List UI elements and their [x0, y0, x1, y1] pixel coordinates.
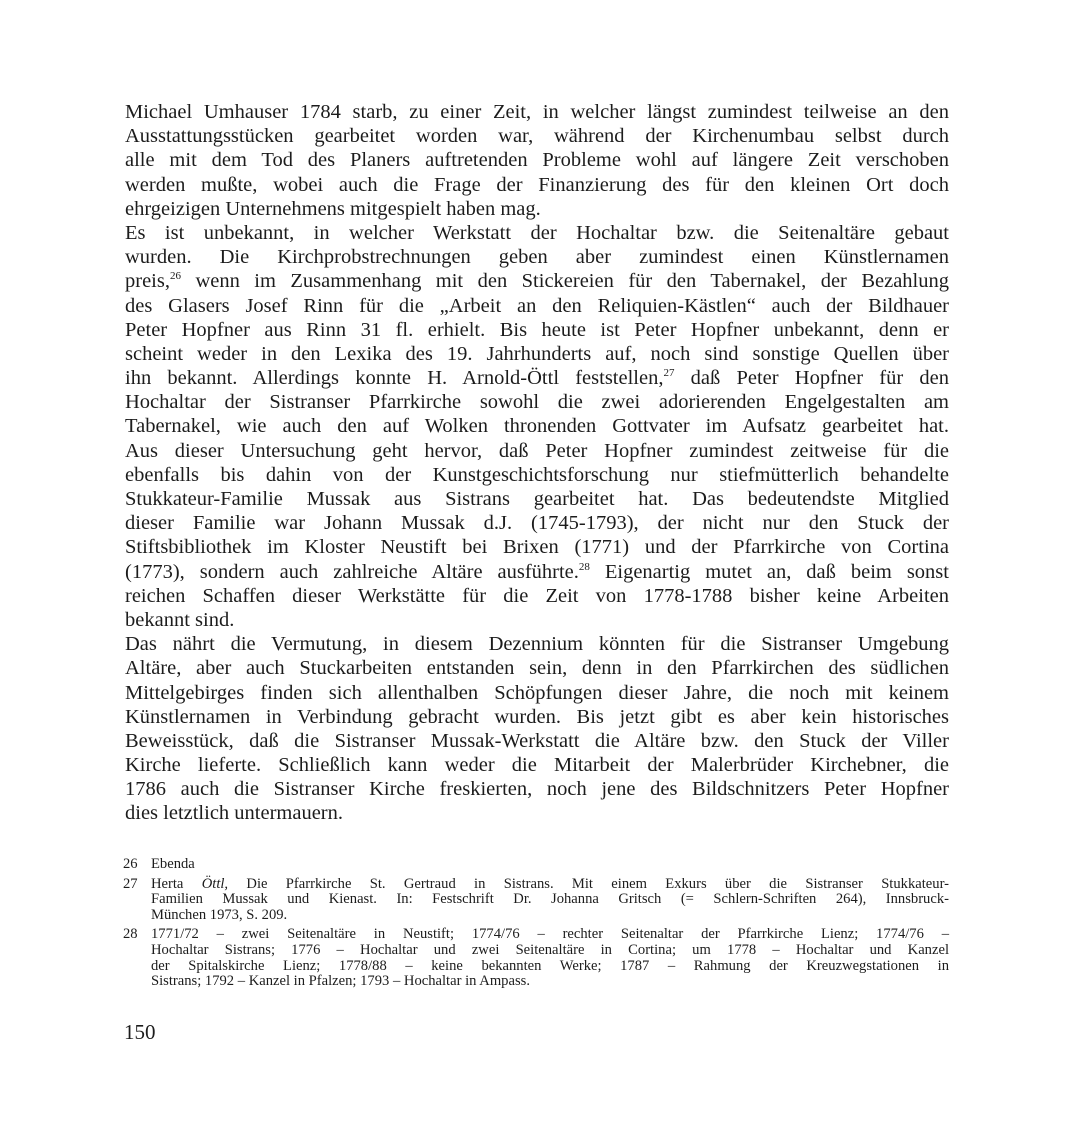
footnote: [123, 927, 949, 989]
footnote-text: [151, 927, 949, 989]
footnote: [123, 877, 949, 924]
text-line: Hochaltar der Sistranser Pfarrkirche sowohl die zwei adorierenden Engelgestalten am: [125, 391, 949, 414]
text-line: Das nährt die Vermutung, in diesem Dezennium könnten für die Sistranser Umgebung: [125, 633, 949, 656]
footnote-ref: 28: [578, 560, 590, 573]
text-line: Beweisstück, daß die Sistranser Mussak-Werkstatt die Altäre bzw. den Stuck der Viller: [125, 729, 949, 752]
text-line: werden mußte, wobei auch die Frage der Finanzierung des für den kleinen Ort doch: [125, 173, 949, 196]
footnote-text: [151, 857, 949, 873]
text-line-segment: ihn bekannt. Allerdings konnte H. Arnold-Öttl feststellen,: [125, 367, 664, 390]
text-line: Michael Umhauser 1784 starb, zu einer Zeit, in welcher längst zumindest teilweise an den: [125, 101, 949, 123]
text-line-segment: (1773), sondern auch zahlreiche Altäre ausführte.: [125, 560, 579, 583]
text-line: Künstlernamen in Verbindung gebracht wurden. Bis jetzt gibt es aber kein historisches: [125, 705, 949, 728]
text-line: scheint weder in den Lexika des 19. Jahrhunderts auf, noch sind sonstige Quellen über: [125, 342, 949, 365]
text-line: Tabernakel, wie auch den auf Wolken thronenden Gottvater im Aufsatz gearbeitet hat.: [125, 415, 949, 438]
text-line: alle mit dem Tod des Planers auftretenden Probleme wohl auf längere Zeit verschoben: [125, 149, 949, 172]
footnote-line: München 1973, S. 209.: [151, 906, 288, 923]
text-line: dieser Familie war Johann Mussak d.J. (1745-1793), der nicht nur den Stuck der: [125, 512, 949, 535]
footnote-number: 26: [123, 856, 138, 872]
footnote-number: 28: [123, 926, 138, 943]
text-line-segment: preis,: [125, 270, 170, 293]
text-line: Es ist unbekannt, in welcher Werkstatt der Hochaltar bzw. die Seitenaltäre gebaut: [125, 221, 949, 244]
text-line: Altäre, aber auch Stuckarbeiten entstanden sein, denn in den Pfarrkirchen des südlichen: [125, 657, 949, 680]
footnote-line-segment: Die Pfarrkirche St. Gertraud in Sistrans. Mit einem Exkurs über die Sistranser Stukkateur-: [228, 875, 949, 892]
footnote-text: [151, 877, 949, 924]
text-line: Aus dieser Untersuchung geht hervor, daß Peter Hopfner zumindest zeitweise für die: [125, 439, 949, 462]
text-line: Stukkateur-Familie Mussak aus Sistrans gearbeitet hat. Das bedeutendste Mitglied: [125, 488, 949, 510]
author-name: Öttl,: [201, 875, 229, 892]
footnote-line: 1771/72 – zwei Seitenaltäre in Neustift; 1774/76 – rechter Seitenaltar der Pfarrkirche Lienz; 1774/76 –: [151, 926, 949, 943]
page-number: 150: [124, 1020, 156, 1044]
text-line: des Glasers Josef Rinn für die „Arbeit an den Reliquien-Kästlen“ auch der Bildhauer: [125, 294, 949, 317]
text-line: Ausstattungsstücken gearbeitet worden war, während der Kirchenumbau selbst durch: [125, 125, 949, 148]
footnote-ref: 26: [169, 270, 181, 283]
text-line: Peter Hopfner aus Rinn 31 fl. erhielt. Bis heute ist Peter Hopfner unbekannt, denn er: [125, 318, 949, 341]
text-line: wurden. Die Kirchprobstrechnungen geben aber zumindest einen Künstlernamen: [125, 246, 949, 269]
text-line: Mittelgebirges finden sich allenthalben Schöpfungen dieser Jahre, die noch mit keinem: [125, 681, 949, 704]
footnote-line: Ebenda: [151, 856, 195, 872]
text-line-segment: wenn im Zusammenhang mit den Stickereien für den Tabernakel, der Bezahlung: [180, 270, 949, 293]
text-line: [125, 366, 949, 390]
text-line: ehrgeizigen Unternehmens mitgespielt haben mag.: [125, 197, 541, 220]
footnote: [123, 857, 949, 873]
text-line: 1786 auch die Sistranser Kirche freskierten, noch jene des Bildschnitzers Peter Hopfner: [125, 778, 949, 801]
text-line: reichen Schaffen dieser Werkstätte für die Zeit von 1778-1788 bisher keine Arbeiten: [125, 584, 949, 607]
text-line: Kirche lieferte. Schließlich kann weder die Mitarbeit der Malerbrüder Kirchebner, die: [125, 754, 949, 777]
text-line-segment: daß Peter Hopfner für den: [674, 367, 949, 390]
footnote-line: [151, 877, 949, 893]
footnote-line: Hochaltar Sistrans; 1776 – Hochaltar und zwei Seitenaltäre in Cortina; um 1778 – Hochaltar und Kanzel: [151, 941, 949, 958]
text-line: ebenfalls bis dahin von der Kunstgeschichtsforschung nur stiefmütterlich behandelte: [125, 463, 949, 486]
footnotes: [123, 857, 949, 994]
footnote-line: Sistrans; 1792 – Kanzel in Pfalzen; 1793 – Hochaltar in Ampass.: [151, 973, 530, 990]
footnote-line-segment: Herta: [151, 875, 202, 892]
body-text: [125, 100, 949, 826]
footnote-ref: 27: [663, 367, 675, 380]
text-line: Stiftsbibliothek im Kloster Neustift bei Brixen (1771) und der Pfarrkirche von Cortina: [125, 536, 949, 559]
footnote-line: der Spitalskirche Lienz; 1778/88 – keine bekannten Werke; 1787 – Rahmung der Kreuzwegstationen in: [151, 957, 949, 974]
footnote-number: 27: [123, 875, 138, 892]
text-line-segment: Eigenartig mutet an, daß beim sonst: [589, 560, 949, 583]
text-line: dies letztlich untermauern.: [125, 802, 344, 825]
text-line: [125, 269, 949, 293]
text-line: [125, 560, 949, 584]
footnote-line: Familien Mussak und Kienast. In: Festschrift Dr. Johanna Gritsch (= Schlern-Schriften 264), Innsbruck-: [151, 891, 949, 908]
text-line: bekannt sind.: [125, 608, 235, 631]
